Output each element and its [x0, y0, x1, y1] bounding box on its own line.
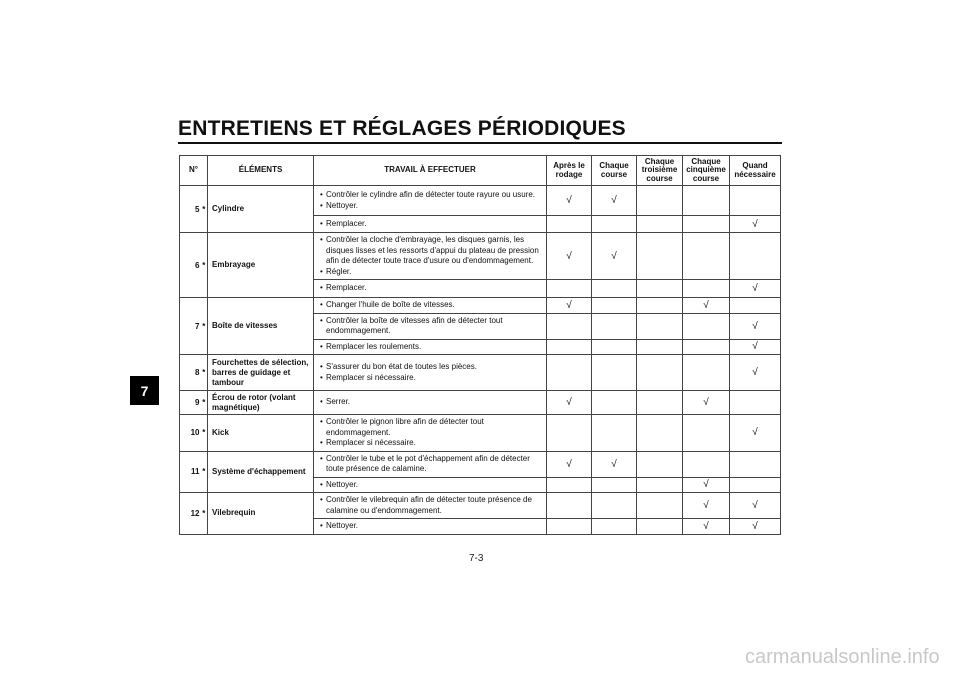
table-row: [180, 298, 781, 314]
bullet-icon: •: [320, 341, 323, 351]
check-every-fifth-race: [683, 233, 730, 280]
task-line: [320, 397, 544, 408]
check-after-breakin: [547, 477, 592, 493]
check-after-breakin: [547, 313, 592, 339]
item-task-cell: [314, 451, 547, 477]
check-every-race: [592, 339, 637, 355]
header-task: TRAVAIL À EFFECTUER: [314, 156, 547, 186]
check-as-required: [730, 477, 781, 493]
header-elements: ÉLÉMENTS: [208, 156, 314, 186]
checkmark-icon: √: [611, 195, 617, 206]
check-every-race: [592, 280, 637, 298]
checkmark-icon: √: [566, 458, 572, 470]
check-every-third-race: [637, 415, 683, 452]
item-star: *: [201, 355, 208, 391]
item-star: *: [201, 451, 208, 493]
task-text: S'assurer du bon état de toutes les pièces.: [326, 362, 477, 371]
task-line: [320, 373, 544, 384]
checkmark-icon: √: [752, 520, 758, 532]
item-number: 9: [180, 391, 201, 415]
checkmark-icon: √: [703, 520, 709, 532]
task-text: Contrôler la boîte de vitesses afin de détecter tout endommagement.: [326, 315, 503, 335]
header-every-fifth-race: Chaque cinquième course: [683, 156, 730, 186]
chapter-tab: 7: [130, 376, 159, 405]
bullet-icon: •: [320, 315, 323, 325]
check-every-fifth-race: [683, 477, 730, 493]
bullet-icon: •: [320, 266, 323, 276]
task-text: Remplacer si nécessaire.: [326, 372, 416, 382]
table-row: [180, 493, 781, 519]
bullet-icon: •: [320, 521, 323, 530]
item-star: *: [201, 233, 208, 298]
check-every-third-race: [637, 339, 683, 355]
check-every-fifth-race: [683, 216, 730, 233]
checkmark-icon: √: [752, 427, 758, 439]
task-line: [320, 521, 544, 532]
check-every-third-race: [637, 477, 683, 493]
item-element: Embrayage: [208, 233, 314, 298]
check-every-race: [592, 451, 637, 477]
check-as-required: [730, 355, 781, 391]
task-text: Contrôler le vilebrequin afin de détecter toute présence de calamine ou d'endommagement.: [326, 495, 532, 515]
check-every-third-race: [637, 355, 683, 391]
check-every-race: [592, 355, 637, 391]
table-row: [180, 391, 781, 415]
table-row: [180, 415, 781, 452]
item-number: 6: [180, 233, 201, 298]
check-every-fifth-race: [683, 519, 730, 535]
check-as-required: [730, 415, 781, 452]
header-no: N°: [180, 156, 208, 186]
table-row: [180, 233, 781, 280]
header-as-required: Quand nécessaire: [730, 156, 781, 186]
check-every-race: [592, 313, 637, 339]
bullet-icon: •: [320, 190, 323, 199]
check-after-breakin: [547, 216, 592, 233]
bullet-icon: •: [320, 438, 323, 447]
item-number: 5: [180, 186, 201, 233]
check-every-fifth-race: [683, 355, 730, 391]
task-line: [320, 495, 544, 516]
check-after-breakin: [547, 339, 592, 355]
check-every-third-race: [637, 280, 683, 298]
item-star: *: [201, 493, 208, 535]
task-text: Remplacer si nécessaire.: [326, 438, 416, 447]
item-task-cell: [314, 477, 547, 493]
task-text: Contrôler le pignon libre afin de détecter tout endommagement.: [326, 417, 484, 437]
check-every-third-race: [637, 519, 683, 535]
check-every-race: [592, 415, 637, 452]
check-as-required: [730, 391, 781, 415]
check-after-breakin: [547, 415, 592, 452]
task-line: [320, 316, 544, 337]
checkmark-icon: √: [611, 250, 617, 262]
check-every-third-race: [637, 216, 683, 233]
item-number: 10: [180, 415, 201, 452]
check-every-race: [592, 233, 637, 280]
checkmark-icon: √: [703, 299, 709, 311]
bullet-icon: •: [320, 300, 323, 309]
checkmark-icon: √: [752, 367, 758, 378]
page-number: 7-3: [469, 553, 484, 564]
check-as-required: [730, 298, 781, 314]
table-row: [180, 186, 781, 216]
item-star: *: [201, 391, 208, 415]
item-task-cell: [314, 355, 547, 391]
item-number: 8: [180, 355, 201, 391]
check-every-fifth-race: [683, 186, 730, 216]
bullet-icon: •: [320, 417, 323, 426]
item-element: Kick: [208, 415, 314, 452]
item-number: 12: [180, 493, 201, 535]
check-as-required: [730, 313, 781, 339]
item-task-cell: [314, 493, 547, 519]
checkmark-icon: √: [752, 320, 758, 332]
item-star: *: [201, 186, 208, 233]
item-task-cell: [314, 415, 547, 452]
checkmark-icon: √: [752, 283, 758, 294]
task-line: [320, 342, 544, 353]
check-every-race: [592, 298, 637, 314]
task-text: Contrôler le tube et le pot d'échappement afin de détecter toute présence de calamine.: [326, 453, 530, 473]
check-as-required: [730, 519, 781, 535]
item-element: Vilebrequin: [208, 493, 314, 535]
bullet-icon: •: [320, 362, 323, 371]
checkmark-icon: √: [566, 299, 572, 311]
bullet-icon: •: [320, 218, 323, 228]
bullet-icon: •: [320, 479, 323, 489]
item-element: Fourchettes de sélection, barres de guidage et tambour: [208, 355, 314, 391]
table-row: [180, 451, 781, 477]
task-line: [320, 267, 544, 278]
task-text: Serrer.: [326, 397, 351, 407]
checkmark-icon: √: [752, 218, 758, 230]
item-element: Cylindre: [208, 186, 314, 233]
check-every-fifth-race: [683, 415, 730, 452]
item-task-cell: [314, 313, 547, 339]
task-text: Nettoyer.: [326, 479, 359, 489]
task-line: [320, 480, 544, 491]
check-every-third-race: [637, 451, 683, 477]
check-every-race: [592, 477, 637, 493]
item-number: 11: [180, 451, 201, 493]
maintenance-table: [179, 155, 781, 535]
check-as-required: [730, 186, 781, 216]
item-task-cell: [314, 339, 547, 355]
check-every-third-race: [637, 313, 683, 339]
checkmark-icon: √: [566, 397, 572, 408]
task-text: Remplacer.: [326, 218, 367, 228]
check-every-race: [592, 216, 637, 233]
check-every-fifth-race: [683, 313, 730, 339]
task-text: Nettoyer.: [326, 521, 359, 530]
task-line: [320, 417, 544, 438]
item-task-cell: [314, 519, 547, 535]
item-star: *: [201, 415, 208, 452]
check-as-required: [730, 233, 781, 280]
bullet-icon: •: [320, 495, 323, 504]
check-every-third-race: [637, 391, 683, 415]
item-task-cell: [314, 216, 547, 233]
check-as-required: [730, 339, 781, 355]
bullet-icon: •: [320, 453, 323, 463]
checkmark-icon: √: [611, 458, 617, 470]
task-line: [320, 235, 544, 267]
check-every-third-race: [637, 298, 683, 314]
task-line: [320, 201, 544, 212]
task-line: [320, 283, 544, 294]
task-text: Contrôler la cloche d'embrayage, les disques garnis, les disques lisses et les ressorts d'appui du plateau de pression afin de détecter toute trace d'usure ou d'endommagement.: [326, 235, 539, 265]
check-after-breakin: [547, 186, 592, 216]
check-every-fifth-race: [683, 280, 730, 298]
check-every-fifth-race: [683, 298, 730, 314]
task-text: Remplacer.: [326, 283, 367, 293]
item-number: 7: [180, 298, 201, 355]
checkmark-icon: √: [703, 479, 709, 491]
check-as-required: [730, 493, 781, 519]
bullet-icon: •: [320, 283, 323, 293]
item-element: Boîte de vitesses: [208, 298, 314, 355]
task-line: [320, 300, 544, 311]
header-every-race: Chaque course: [592, 156, 637, 186]
check-every-fifth-race: [683, 451, 730, 477]
task-line: [320, 190, 544, 201]
checkmark-icon: √: [703, 500, 709, 511]
task-text: Nettoyer.: [326, 200, 359, 210]
title-rule: [178, 142, 782, 144]
item-element: Système d'échappement: [208, 451, 314, 493]
check-every-fifth-race: [683, 339, 730, 355]
task-line: [320, 219, 544, 230]
check-every-third-race: [637, 493, 683, 519]
checkmark-icon: √: [752, 341, 758, 353]
task-text: Régler.: [326, 266, 352, 276]
check-after-breakin: [547, 451, 592, 477]
check-after-breakin: [547, 355, 592, 391]
checkmark-icon: √: [752, 500, 758, 511]
item-star: *: [201, 298, 208, 355]
bullet-icon: •: [320, 235, 323, 244]
task-text: Contrôler le cylindre afin de détecter toute rayure ou usure.: [326, 190, 536, 199]
task-line: [320, 438, 544, 449]
check-every-race: [592, 519, 637, 535]
header-after-breakin: Après le rodage: [547, 156, 592, 186]
item-element: Écrou de rotor (volant magnétique): [208, 391, 314, 415]
header-row: [180, 156, 781, 186]
task-line: [320, 454, 544, 475]
check-after-breakin: [547, 519, 592, 535]
task-text: Changer l'huile de boîte de vitesses.: [326, 300, 455, 309]
item-task-cell: [314, 280, 547, 298]
item-task-cell: [314, 186, 547, 216]
checkmark-icon: √: [703, 397, 709, 408]
check-every-race: [592, 391, 637, 415]
checkmark-icon: √: [566, 195, 572, 206]
check-after-breakin: [547, 298, 592, 314]
check-every-race: [592, 493, 637, 519]
check-as-required: [730, 280, 781, 298]
watermark: carmanualsonline.info: [745, 646, 940, 668]
check-after-breakin: [547, 280, 592, 298]
task-line: [320, 362, 544, 373]
task-text: Remplacer les roulements.: [326, 341, 422, 351]
check-after-breakin: [547, 391, 592, 415]
header-every-third-race: Chaque troisième course: [637, 156, 683, 186]
page-title: ENTRETIENS ET RÉGLAGES PÉRIODIQUES: [178, 117, 626, 140]
check-after-breakin: [547, 233, 592, 280]
item-task-cell: [314, 391, 547, 415]
check-after-breakin: [547, 493, 592, 519]
check-every-third-race: [637, 186, 683, 216]
check-as-required: [730, 216, 781, 233]
bullet-icon: •: [320, 372, 323, 382]
check-every-race: [592, 186, 637, 216]
bullet-icon: •: [320, 397, 323, 407]
check-every-fifth-race: [683, 391, 730, 415]
item-task-cell: [314, 233, 547, 280]
item-task-cell: [314, 298, 547, 314]
checkmark-icon: √: [566, 250, 572, 262]
table-row: [180, 355, 781, 391]
check-every-third-race: [637, 233, 683, 280]
bullet-icon: •: [320, 200, 323, 210]
check-as-required: [730, 451, 781, 477]
check-every-fifth-race: [683, 493, 730, 519]
